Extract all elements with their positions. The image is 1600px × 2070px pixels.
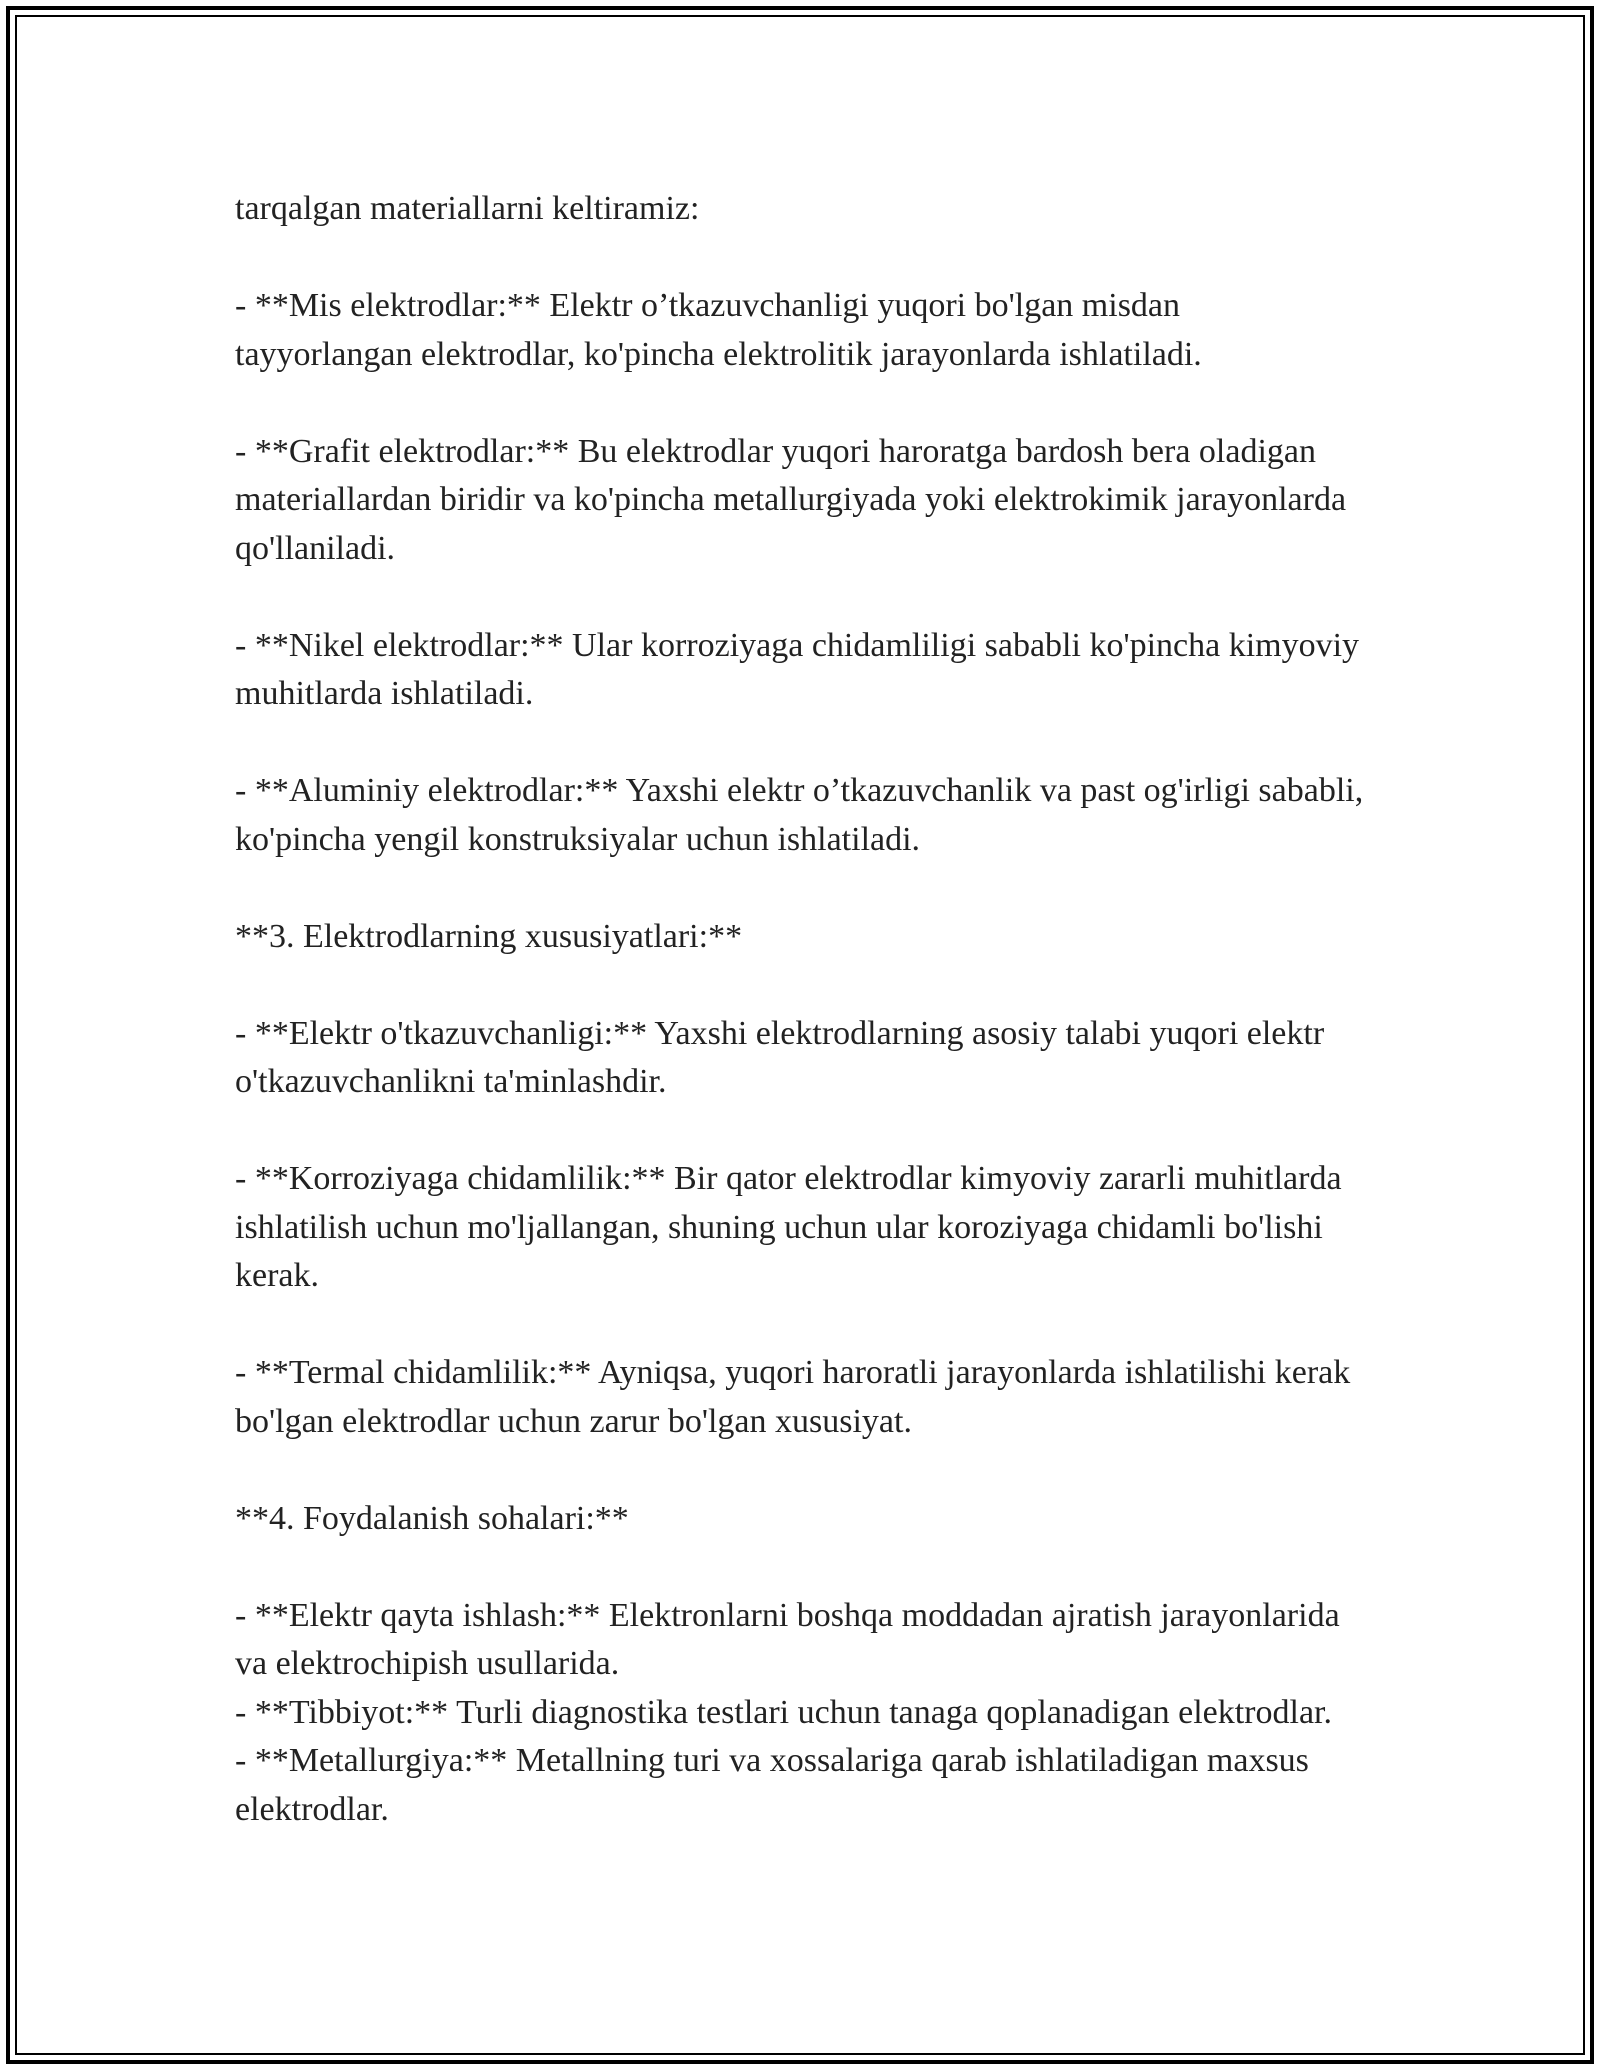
paragraph-gap: [235, 573, 1365, 622]
paragraph-gap: [235, 1543, 1365, 1592]
material-item: - **Mis elektrodlar:** Elektr o’tkazuvchanligi yuqori bo'lgan misdan tayyorlangan elektrodlar, ko'pincha elektrolitik jarayonlarda ishlatiladi.: [235, 287, 1202, 373]
use-item: - **Elektr qayta ishlash:** Elektronlarni boshqa moddadan ajratish jarayonlarida va elektrochipish usullarida.: [235, 1596, 1349, 1682]
paragraph-gap: [235, 1301, 1365, 1350]
material-item: - **Nikel elektrodlar:** Ular korroziyaga chidamliligi sababli ko'pincha kimyoviy muhitlarda ishlatiladi.: [235, 626, 1368, 712]
paragraph-gap: [235, 1446, 1365, 1495]
property-item: - **Termal chidamlilik:** Ayniqsa, yuqori haroratli jarayonlarda ishlatilishi kerak bo'lgan elektrodlar uchun zarur bo'lgan xususiyat.: [235, 1354, 1359, 1440]
material-item: - **Grafit elektrodlar:** Bu elektrodlar yuqori haroratga bardosh bera oladigan materiallardan biridir va ko'pincha metallurgiyada yoki elektrokimik jarayonlarda qo'llaniladi.: [235, 432, 1355, 567]
property-item: - **Korroziyaga chidamlilik:** Bir qator elektrodlar kimyoviy zararli muhitlarda ishlatilish uchun mo'ljallangan, shuning uchun ular koroziyaga chidamli bo'lishi kerak.: [235, 1160, 1351, 1294]
paragraph-gap: [235, 719, 1365, 768]
use-item: - **Metallurgiya:** Metallning turi va xossalariga qarab ishlatiladigan maxsus elektrodlar.: [235, 1742, 1318, 1828]
paragraph-gap: [235, 234, 1365, 283]
document-body: [235, 185, 1372, 1834]
paragraph-gap: [235, 1107, 1365, 1156]
paragraph-gap: [235, 379, 1365, 428]
section-heading: **3. Elektrodlarning xususiyatlari:**: [235, 917, 743, 955]
property-item: - **Elektr o'tkazuvchanligi:** Yaxshi elektrodlarning asosiy talabi yuqori elektr o'tkazuvchanlikni ta'minlashdir.: [235, 1014, 1333, 1100]
intro-line: tarqalgan materiallarni keltiramiz:: [235, 190, 700, 227]
paragraph-gap: [235, 961, 1365, 1010]
material-item: - **Aluminiy elektrodlar:** Yaxshi elektr o’tkazuvchanlik va past og'irligi sababli, ko'pincha yengil konstruksiyalar uchun ishlatiladi.: [235, 772, 1372, 858]
use-item: - **Tibbiyot:** Turli diagnostika testlari uchun tanaga qoplanadigan elektrodlar.: [235, 1693, 1332, 1731]
paragraph-gap: [235, 864, 1365, 913]
section-heading: **4. Foydalanish sohalari:**: [235, 1499, 629, 1537]
